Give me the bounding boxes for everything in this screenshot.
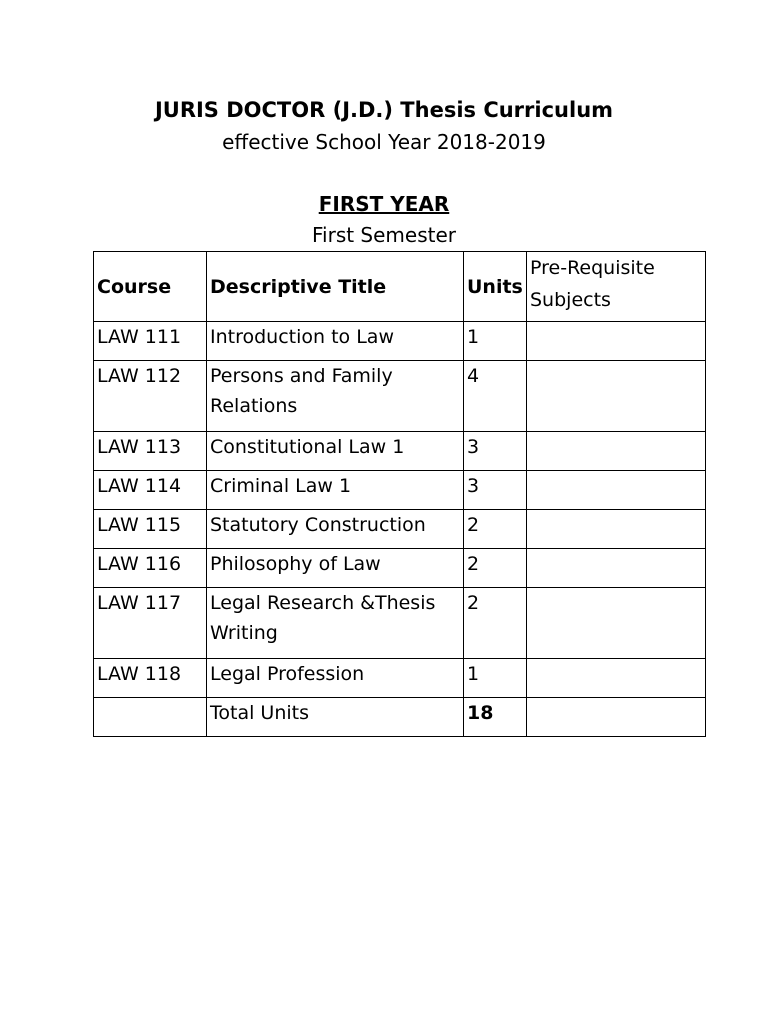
table-row	[94, 471, 706, 510]
course-prerequisite	[527, 659, 706, 698]
course-prerequisite	[527, 549, 706, 588]
total-course-cell	[94, 698, 207, 737]
curriculum-table	[93, 251, 706, 737]
course-units: 3	[464, 471, 527, 510]
course-column-header: Course	[94, 252, 207, 322]
course-code: LAW 111	[94, 322, 207, 361]
course-prerequisite	[527, 471, 706, 510]
course-code: LAW 117	[94, 588, 207, 659]
table-row	[94, 361, 706, 432]
document-header	[0, 94, 768, 250]
table-row	[94, 322, 706, 361]
prerequisite-column-header: Pre-Requisite Subjects	[527, 252, 706, 322]
course-prerequisite	[527, 510, 706, 549]
table-row	[94, 588, 706, 659]
course-title: Criminal Law 1	[207, 471, 464, 510]
total-units-label: Total Units	[207, 698, 464, 737]
course-units: 2	[464, 510, 527, 549]
table-row	[94, 549, 706, 588]
course-title: Legal Profession	[207, 659, 464, 698]
document-subtitle: effective School Year 2018-2019	[222, 130, 546, 154]
course-prerequisite	[527, 432, 706, 471]
course-units: 2	[464, 588, 527, 659]
units-column-header: Units	[464, 252, 527, 322]
year-heading: FIRST YEAR	[318, 192, 450, 216]
course-title: Legal Research &Thesis Writing	[207, 588, 464, 659]
course-units: 4	[464, 361, 527, 432]
course-units: 1	[464, 659, 527, 698]
course-code: LAW 113	[94, 432, 207, 471]
course-code: LAW 115	[94, 510, 207, 549]
course-code: LAW 112	[94, 361, 207, 432]
course-title: Constitutional Law 1	[207, 432, 464, 471]
course-prerequisite	[527, 361, 706, 432]
table-row	[94, 432, 706, 471]
course-code: LAW 116	[94, 549, 207, 588]
course-title: Philosophy of Law	[207, 549, 464, 588]
document-title: JURIS DOCTOR (J.D.) Thesis Curriculum	[154, 98, 614, 122]
total-row	[94, 698, 706, 737]
table-row	[94, 510, 706, 549]
course-code: LAW 118	[94, 659, 207, 698]
semester-heading: First Semester	[311, 223, 457, 247]
course-title: Introduction to Law	[207, 322, 464, 361]
course-prerequisite	[527, 322, 706, 361]
total-units-value: 18	[464, 698, 527, 737]
course-code: LAW 114	[94, 471, 207, 510]
table-row	[94, 659, 706, 698]
course-units: 2	[464, 549, 527, 588]
course-prerequisite	[527, 588, 706, 659]
course-units: 3	[464, 432, 527, 471]
title-column-header: Descriptive Title	[207, 252, 464, 322]
table-header-row	[94, 252, 706, 322]
course-units: 1	[464, 322, 527, 361]
course-title: Persons and Family Relations	[207, 361, 464, 432]
course-title: Statutory Construction	[207, 510, 464, 549]
total-prerequisite-cell	[527, 698, 706, 737]
